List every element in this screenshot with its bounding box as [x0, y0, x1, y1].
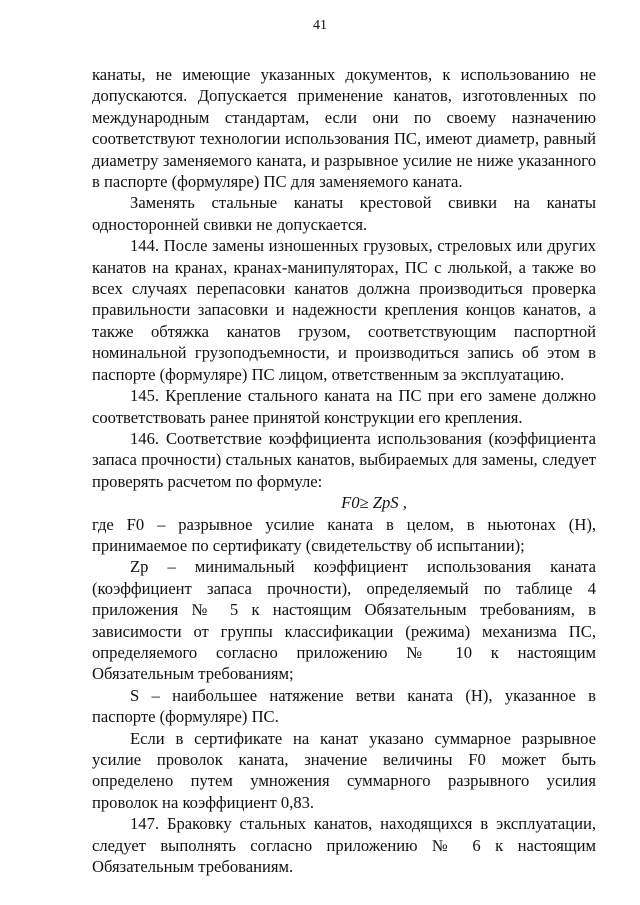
paragraph-146: 146. Соответствие коэффициента использования (коэффициента запаса прочности) стальных канатов, выбираемых для замены, следует проверять расчетом по формуле:: [92, 428, 596, 491]
paragraph-zp-definition: Zp – минимальный коэффициент использования каната (коэффициент запаса прочности), определяемый по таблице 4 приложения № 5 к настоящим Обязательным требованиям, в зависимости от группы классификации (режима) механизма ПС, определяемого согласно приложению № 10 к настоящим Обязательным требованиям;: [92, 557, 596, 684]
paragraph-certificate: Если в сертификате на канат указано суммарное разрывное усилие проволок каната, значение величины F0 может быть определено путем умножения суммарного разрывного усилия проволок на коэффициент 0,83.: [92, 728, 596, 812]
body-text: [92, 64, 596, 877]
paragraph-145: 145. Крепление стального каната на ПС при его замене должно соответствовать ранее принятой конструкции его крепления.: [92, 386, 596, 427]
paragraph-144: 144. После замены изношенных грузовых, стреловых или других канатов на кранах, кранах-манипуляторах, ПС с люлькой, а также во всех случаях перепасовки канатов должна производиться проверка правильности запасовки и надежности крепления концов канатов, а также обтяжка канатов грузом, соответствующим паспортной номинальной грузоподъемности, и производиться запись об этом в паспорте (формуляре) ПС лицом, ответственным за эксплуатацию.: [92, 236, 596, 384]
page-number: 41: [313, 18, 327, 33]
paragraph-cross-lay: Заменять стальные канаты крестовой свивки на канаты односторонней свивки не допускается.: [92, 193, 596, 234]
paragraph-147: 147. Браковку стальных канатов, находящихся в эксплуатации, следует выполнять согласно приложению № 6 к настоящим Обязательным требованиям.: [92, 814, 596, 877]
formula: F0≥ ZpS ,: [341, 493, 407, 513]
paragraph-s-definition: S – наибольшее натяжение ветви каната (Н), указанное в паспорте (формуляре) ПС.: [92, 685, 596, 727]
paragraph-continuation: канаты, не имеющие указанных документов, к использованию не допускаются. Допускается применение канатов, изготовленных по международным стандартам, если они по своему назначению соответствуют технологии использования ПС, имеют диаметр, равный диаметру заменяемого каната, и разрывное усилие не ниже указанного в паспорте (формуляре) ПС для заменяемого каната.: [92, 65, 596, 192]
paragraph-f0-definition: где F0 – разрывное усилие каната в целом, в ньютонах (Н), принимаемое по сертификату (свидетельству об испытании);: [92, 514, 596, 555]
